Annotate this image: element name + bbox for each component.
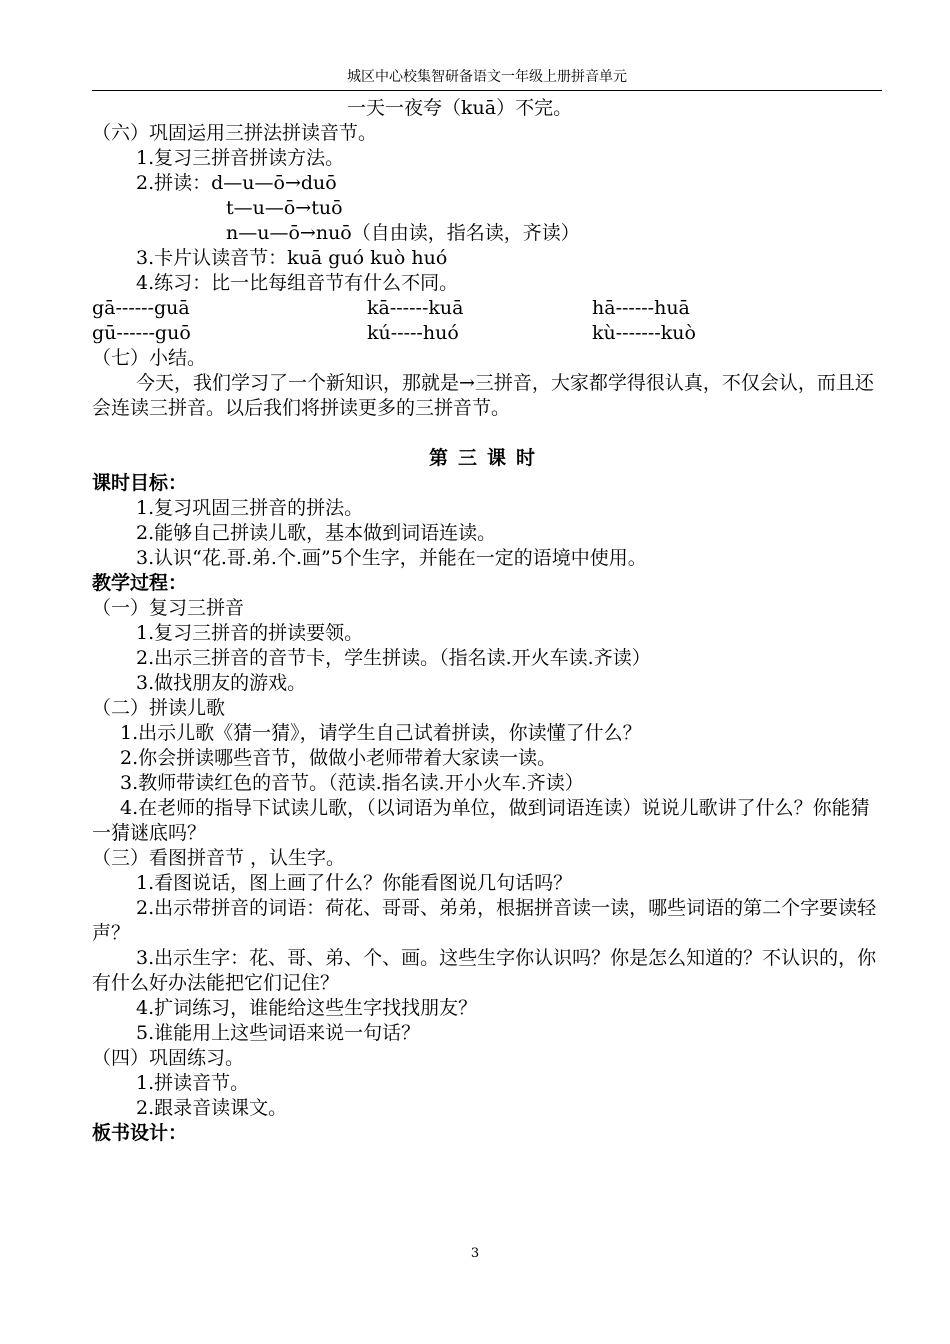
compare-cell: gā------guā: [92, 297, 190, 319]
summary-heading: （七）小结。: [92, 347, 207, 369]
summary-text: 今天，我们学习了一个新知识，那就是→三拼音，大家都学得很认真，不仅会认，而且还会连读三拼音。以后我们将拼读更多的三拼音节。: [92, 372, 874, 419]
compare-cell: gū------guō: [92, 322, 191, 344]
section-title: 第三课时: [428, 447, 545, 469]
page-number: 3: [470, 1246, 480, 1261]
text-line: 4.练习：比一比每组音节有什么不同。: [136, 272, 459, 294]
process-item: 2.出示三拼音的音节卡，学生拼读。（指名读.开火车读.齐读）: [136, 647, 651, 669]
text-line: 2.拼读：d—u—ō→duō: [136, 172, 337, 194]
process-list: [92, 596, 882, 1121]
compare-row: [92, 296, 882, 321]
board-heading: 板书设计：: [92, 1122, 188, 1144]
process-item: 2.跟录音读课文。: [136, 1097, 288, 1119]
process-item: 1.拼读音节。: [136, 1072, 250, 1094]
process-item: 4.扩词练习，谁能给这些生字找找朋友？: [136, 997, 478, 1019]
text-line: （六）巩固运用三拼法拼读音节。: [92, 122, 378, 144]
process-item: 1.出示儿歌《猜一猜》，请学生自己试着拼读，你读懂了什么？: [120, 722, 642, 744]
process-heading: 教学过程：: [92, 572, 188, 594]
process-item: （二）拼读儿歌: [92, 697, 226, 719]
text-line: 一天一夜夸（kuā）不完。: [347, 97, 573, 119]
process-item: （四）巩固练习。: [92, 1047, 245, 1069]
compare-cell: hā------huā: [592, 297, 690, 319]
goals-heading: 课时目标：: [92, 472, 188, 494]
text-line: t—u—ō→tuō: [226, 197, 343, 219]
process-item: 3.出示生字：花、哥、弟、个、画。这些生字你认识吗？你是怎么知道的？不认识的，你有什么好办法能把它们记住？: [92, 947, 877, 994]
document-body: [92, 96, 882, 1146]
text-line: 1.复习三拼音拼读方法。: [136, 147, 345, 169]
process-item: 2.出示带拼音的词语：荷花、哥哥、弟弟，根据拼音读一读，哪些词语的第二个字要读轻声？: [92, 897, 877, 944]
compare-cell: kù-------kuò: [592, 322, 696, 344]
compare-cell: kú-----huó: [367, 322, 459, 344]
compare-row: [92, 321, 882, 346]
text-line: n—u—ō→nuō（自由读，指名读，齐读）: [226, 222, 580, 244]
text-line: 3.卡片认读音节：kuā guó kuò huó: [136, 247, 448, 269]
goals-list: [92, 496, 882, 571]
process-item: 5.谁能用上这些词语来说一句话？: [136, 1022, 421, 1044]
process-item: 1.复习三拼音的拼读要领。: [136, 622, 364, 644]
lesson-continuation: [92, 96, 882, 296]
process-item: 4.在老师的指导下试读儿歌，（以词语为单位，做到词语连读）说说儿歌讲了什么？你能猜一猜谜底吗？: [92, 797, 870, 844]
process-item: 3.教师带读红色的音节。（范读.指名读.开小火车.齐读）: [120, 772, 584, 794]
goal-item: 1.复习巩固三拼音的拼法。: [136, 497, 364, 519]
goal-item: 3.认识“花.哥.弟.个.画”5个生字，并能在一定的语境中使用。: [136, 547, 647, 569]
syllable-compare-grid: [92, 296, 882, 346]
page-header: 城区中心校集智研备语文一年级上册拼音单元: [92, 66, 882, 91]
process-item: 1.看图说话，图上画了什么？你能看图说几句话吗？: [136, 872, 573, 894]
compare-cell: kā------kuā: [367, 297, 464, 319]
goal-item: 2.能够自己拼读儿歌，基本做到词语连读。: [136, 522, 497, 544]
process-item: 3.做找朋友的游戏。: [136, 672, 307, 694]
process-item: 2.你会拼读哪些音节，做做小老师带着大家读一读。: [120, 747, 557, 769]
process-item: （一）复习三拼音: [92, 597, 245, 619]
process-item: （三）看图拼音节 ，认生字。: [92, 847, 346, 869]
